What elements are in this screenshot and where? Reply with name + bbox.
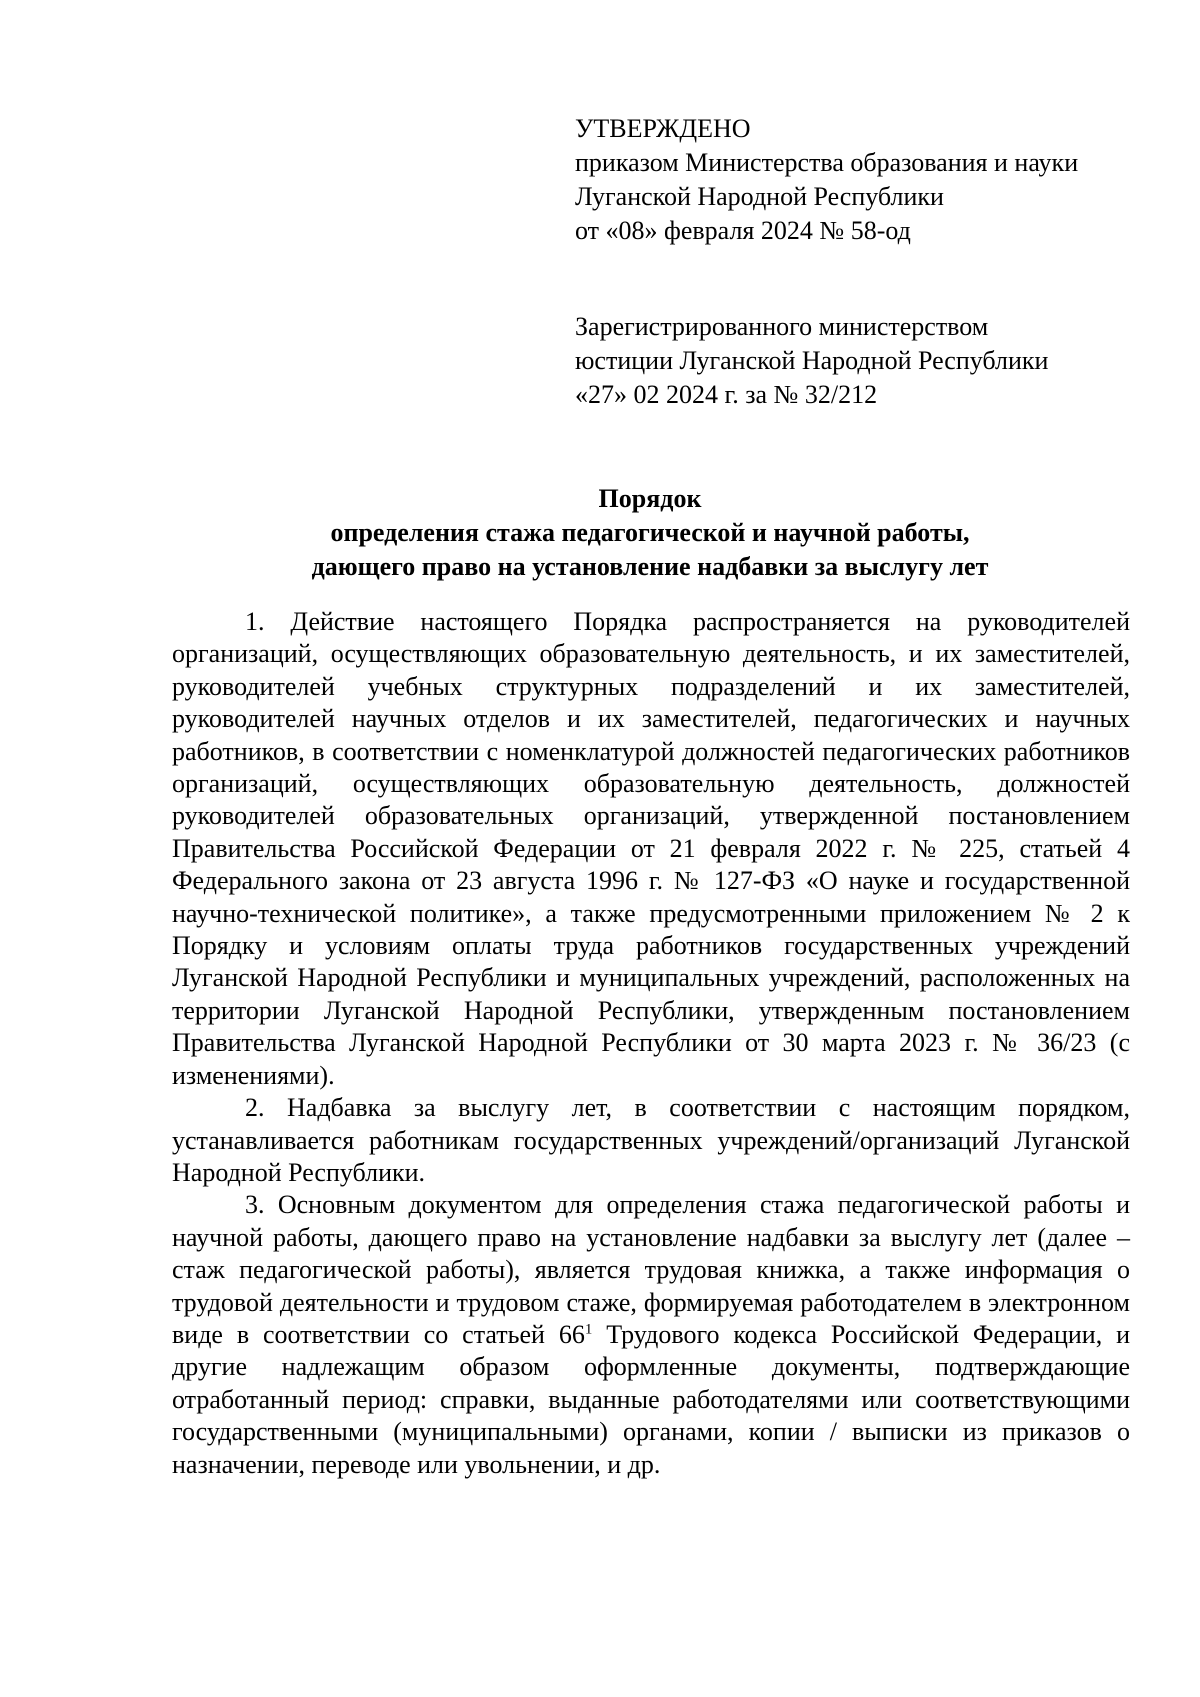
approval-republic-line: Луганской Народной Республики bbox=[575, 182, 944, 211]
document-body bbox=[172, 606, 1130, 1481]
registration-line-2: юстиции Луганской Народной Республики bbox=[575, 346, 1049, 375]
title-line-1: Порядок bbox=[598, 484, 702, 513]
registration-stamp bbox=[575, 310, 1135, 412]
registration-line-3: «27» 02 2024 г. за № 32/212 bbox=[575, 380, 878, 409]
approval-stamp bbox=[575, 112, 1135, 248]
paragraph-3 bbox=[172, 1189, 1130, 1481]
approval-date-line: от «08» февраля 2024 № 58-од bbox=[575, 216, 911, 245]
approval-order-line: приказом Министерства образования и науки bbox=[575, 148, 1079, 177]
title-line-2: определения стажа педагогической и научной работы, bbox=[330, 518, 970, 547]
paragraph-1: 1. Действие настоящего Порядка распространяется на руководителей организаций, осуществляющих образовательную деятельность, и их заместителей, руководителей учебных структурных подразделений и их заместителей, руководителей научных отделов и их заместителей, педагогических и научных работников, в соответствии с номенклатурой должностей педагогических работников организаций, осуществляющих образовательную деятельность, должностей руководителей образовательных организаций, утвержденной постановлением Правительства Российской Федерации от 21 февраля 2022 г. № 225, статьей 4 Федерального закона от 23 августа 1996 г. № 127-ФЗ «О науке и государственной научно-технической политике», а также предусмотренными приложением № 2 к Порядку и условиям оплаты труда работников государственных учреждений Луганской Народной Республики и муниципальных учреждений, расположенных на территории Луганской Народной Республики, утвержденным постановлением Правительства Луганской Народной Республики от 30 марта 2023 г. № 36/23 (с изменениями). bbox=[172, 607, 1130, 1090]
title-line-3: дающего право на установление надбавки за выслугу лет bbox=[311, 552, 989, 581]
document-title bbox=[170, 482, 1130, 584]
registration-line-1: Зарегистрированного министерством bbox=[575, 312, 989, 341]
approval-heading: УТВЕРЖДЕНО bbox=[575, 114, 751, 143]
paragraph-3-text-end: Трудового кодекса Российской Федерации, и другие надлежащим образом оформленные документы, подтверждающие отработанный период: справки, выданные работодателями или соответствующими государственными (муниципальными) органами, копии / выписки из приказов о назначении, переводе или увольнении, и др. bbox=[172, 1319, 1131, 1479]
paragraph-2: 2. Надбавка за выслугу лет, в соответствии с настоящим порядком, устанавливается работникам государственных учреждений/организаций Луганской Народной Республики. bbox=[172, 1093, 1130, 1187]
paragraph-3-text-start: 3. Основным документом для определения стажа педагогической работы и научной работы, дающего право на установление надбавки за выслугу лет (далее – стаж педагогической работы), является трудовая книжка, а также информация о трудовой деятельности и трудовом стаже, формируемая работодателем в электронном виде в соответствии со статьей 66 bbox=[172, 1190, 1130, 1349]
article-superscript: 1 bbox=[584, 1321, 593, 1338]
